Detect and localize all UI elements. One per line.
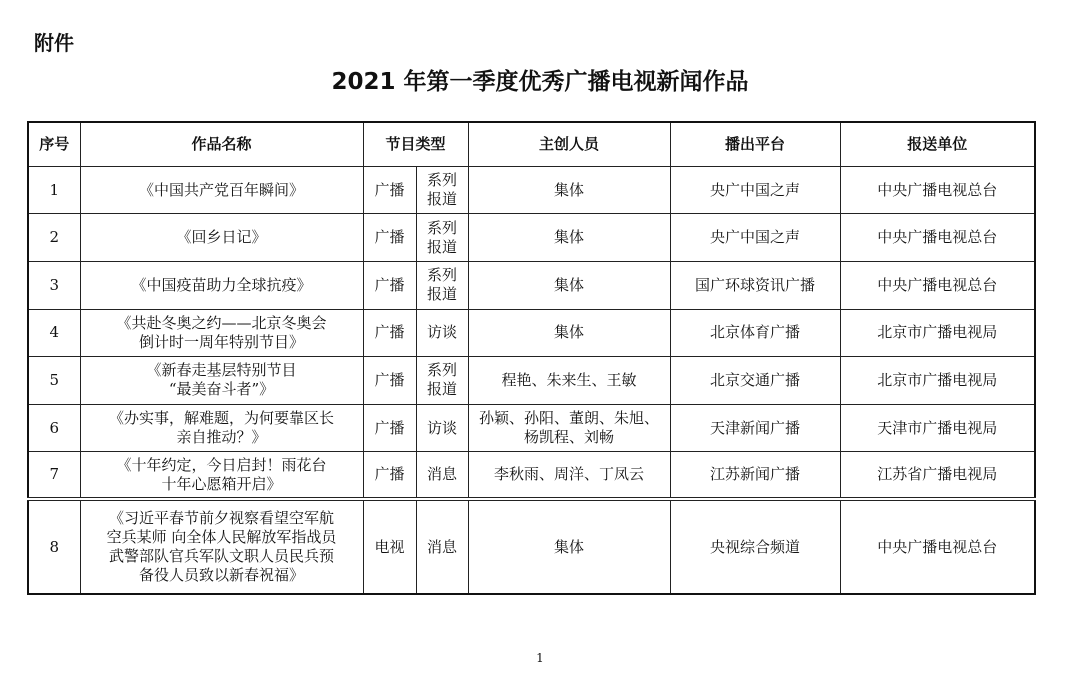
cell-medium: 广播 [363, 261, 416, 309]
cell-unit: 中央广播电视总台 [840, 499, 1035, 594]
cell-unit: 中央广播电视总台 [840, 166, 1035, 214]
cell-unit: 北京市广播电视局 [840, 357, 1035, 405]
attachment-label: 附件 [34, 31, 74, 55]
document-title: 2021 年第一季度优秀广播电视新闻作品 [331, 69, 749, 95]
cell-type: 消息 [416, 499, 468, 594]
table-row [28, 452, 1035, 500]
cell-name: 《中国疫苗助力全球抗疫》 [80, 261, 363, 309]
cell-name: 《回乡日记》 [80, 214, 363, 262]
table-row [28, 214, 1035, 262]
works-table [27, 121, 1036, 595]
cell-creators: 集体 [468, 309, 670, 357]
cell-creators: 集体 [468, 261, 670, 309]
cell-creators: 孙颖、孙阳、董朗、朱旭、 杨凯程、刘畅 [468, 404, 670, 452]
cell-type: 访谈 [416, 309, 468, 357]
cell-platform: 央广中国之声 [670, 166, 840, 214]
table-row [28, 404, 1035, 452]
table-row [28, 499, 1035, 594]
cell-type: 系列 报道 [416, 261, 468, 309]
header-unit: 报送单位 [840, 122, 1035, 166]
header-no: 序号 [28, 122, 80, 166]
cell-unit: 中央广播电视总台 [840, 261, 1035, 309]
cell-no: 6 [28, 404, 80, 452]
cell-creators: 集体 [468, 214, 670, 262]
cell-no: 1 [28, 166, 80, 214]
cell-no: 8 [28, 499, 80, 594]
cell-name: 《十年约定，今日启封！雨花台 十年心愿箱开启》 [80, 452, 363, 500]
cell-platform: 北京体育广播 [670, 309, 840, 357]
cell-type: 系列 报道 [416, 166, 468, 214]
cell-type: 系列 报道 [416, 357, 468, 405]
cell-name: 《习近平春节前夕视察看望空军航 空兵某师 向全体人民解放军指战员 武警部队官兵军队文职人员民兵预 备役人员致以新春祝福》 [80, 499, 363, 594]
cell-creators: 程艳、朱来生、王敏 [468, 357, 670, 405]
header-type: 节目类型 [363, 122, 468, 166]
table-row [28, 309, 1035, 357]
cell-platform: 央视综合频道 [670, 499, 840, 594]
cell-unit: 江苏省广播电视局 [840, 452, 1035, 500]
cell-platform: 北京交通广播 [670, 357, 840, 405]
cell-medium: 广播 [363, 404, 416, 452]
table-row [28, 357, 1035, 405]
cell-unit: 中央广播电视总台 [840, 214, 1035, 262]
cell-no: 2 [28, 214, 80, 262]
table-row [28, 261, 1035, 309]
table-header-row [28, 122, 1035, 166]
cell-medium: 广播 [363, 357, 416, 405]
cell-platform: 江苏新闻广播 [670, 452, 840, 500]
cell-platform: 国广环球资讯广播 [670, 261, 840, 309]
cell-creators: 李秋雨、周洋、丁凤云 [468, 452, 670, 500]
cell-type: 消息 [416, 452, 468, 500]
cell-type: 访谈 [416, 404, 468, 452]
cell-name: 《中国共产党百年瞬间》 [80, 166, 363, 214]
cell-unit: 北京市广播电视局 [840, 309, 1035, 357]
cell-no: 4 [28, 309, 80, 357]
header-creators: 主创人员 [468, 122, 670, 166]
page-number: 1 [536, 651, 544, 665]
cell-creators: 集体 [468, 166, 670, 214]
cell-no: 5 [28, 357, 80, 405]
cell-no: 3 [28, 261, 80, 309]
cell-unit: 天津市广播电视局 [840, 404, 1035, 452]
cell-medium: 广播 [363, 214, 416, 262]
table-row [28, 166, 1035, 214]
cell-name: 《办实事，解难题，为何要靠区长 亲自推动？》 [80, 404, 363, 452]
cell-medium: 广播 [363, 166, 416, 214]
cell-name: 《新春走基层特别节目 “最美奋斗者”》 [80, 357, 363, 405]
cell-medium: 广播 [363, 452, 416, 500]
cell-creators: 集体 [468, 499, 670, 594]
cell-platform: 央广中国之声 [670, 214, 840, 262]
cell-medium: 广播 [363, 309, 416, 357]
cell-type: 系列 报道 [416, 214, 468, 262]
header-platform: 播出平台 [670, 122, 840, 166]
cell-no: 7 [28, 452, 80, 500]
cell-platform: 天津新闻广播 [670, 404, 840, 452]
cell-medium: 电视 [363, 499, 416, 594]
cell-name: 《共赴冬奥之约——北京冬奥会 倒计时一周年特别节目》 [80, 309, 363, 357]
header-name: 作品名称 [80, 122, 363, 166]
